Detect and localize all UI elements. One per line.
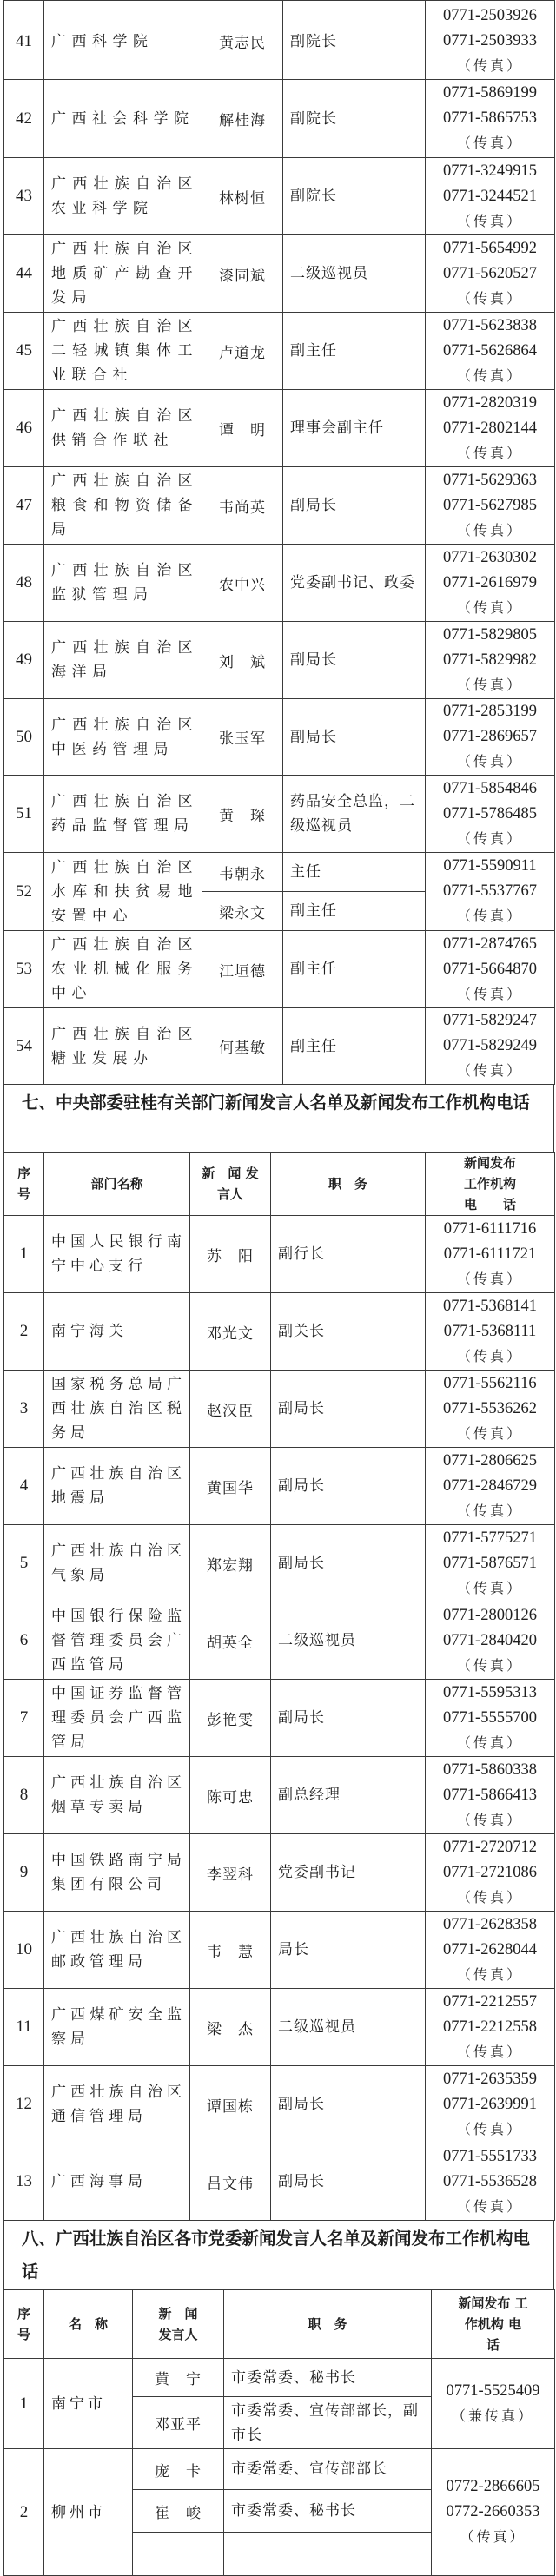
phone-cell [426,3,555,80]
department-name: 广西壮族自治区海洋局 [44,622,202,699]
spokesperson-title: 副院长 [283,3,426,80]
spokesperson-title: 副主任 [283,313,426,390]
phone-number: 0771-5866413 [443,1786,537,1804]
spokesperson-title: 副局长 [271,1680,426,1757]
spokesperson-name: 韦尚英 [202,467,283,545]
phone-number: 0771-2212557 [443,1992,537,2011]
spokesperson-title: 副院长 [283,80,426,158]
spokesperson-title: 副关长 [271,1293,426,1371]
department-name: 广西壮族自治区地震局 [44,1448,190,1525]
phone-cell [432,2359,555,2449]
department-name: 广西壮族自治区通信管理局 [44,2066,190,2143]
table-row [4,390,555,467]
phone-number: 0771-5536262 [443,1399,537,1417]
phone-number: 0771-2630302 [443,548,537,566]
fax-note: （传真） [456,677,523,693]
phone-cell [426,1757,555,1834]
fax-note: （传真） [456,1890,523,1906]
fax-note: （传真） [456,987,523,1002]
fax-note: （传真） [456,1271,523,1287]
phone-number: 0771-2639991 [443,2095,537,2113]
fax-note: （传真） [456,1967,523,1983]
row-number: 2 [4,1293,44,1371]
phone-number: 0771-2721086 [443,1863,537,1881]
header-phone: 新闻发布 工作机构 电 话 [432,2290,555,2359]
phone-number: 0771-3244521 [443,187,537,205]
row-number: 47 [4,467,44,545]
spokesperson-name: 黄 宁 [133,2359,224,2397]
spokesperson-title: 二级巡视员 [271,1602,426,1680]
fax-note: （传真） [456,1426,523,1442]
table-row [4,1834,555,1912]
department-name: 广西壮族自治区粮食和物资储备局 [44,467,202,545]
department-name: 南宁海关 [44,1293,190,1371]
fax-note: （传真） [456,1735,523,1751]
row-number: 9 [4,1834,44,1912]
spokesperson-title: 副主任 [283,1008,426,1085]
phone-number: 0771-5551733 [443,2147,537,2165]
phone-cell [426,931,555,1008]
department-name: 广西煤矿安全监察局 [44,1989,190,2066]
header-spokesperson: 新 闻 发言人 [133,2290,224,2359]
spokesperson-name: 黄国华 [190,1448,271,1525]
document-page [3,0,554,2576]
table-row [4,3,555,80]
spokesperson-title: 副局长 [283,699,426,776]
department-name: 广西壮族自治区药品监督管理局 [44,776,202,853]
phone-number: 0771-2635359 [443,2070,537,2088]
row-number: 44 [4,235,44,313]
phone-number: 0771-5664870 [443,960,537,978]
spokesperson-title: 副总经理 [271,1757,426,1834]
phone-number: 0771-5626864 [443,341,537,360]
header-spokesperson: 新 闻 发言人 [190,1153,271,1216]
phone-number: 0771-5537767 [443,882,537,900]
table-row [4,776,555,853]
fax-note: （传真） [456,1064,523,1079]
phone-number: 0771-5860338 [443,1760,537,1779]
spokesperson-title: 副主任 [283,892,426,931]
department-name: 柳州市 [44,2449,133,2576]
department-name: 广西科学院 [44,3,202,80]
spokesperson-title: 副局长 [271,1525,426,1602]
phone-cell [426,1912,555,1989]
department-name: 广西壮族自治区邮政管理局 [44,1912,190,1989]
phone-cell [426,622,555,699]
fax-note: （传真） [456,1503,523,1519]
phone-number: 0771-3249915 [443,162,537,180]
header-phone: 新闻发布 工作机构 电 话 [426,1153,555,1216]
fax-note: （传真） [456,909,523,924]
spokesperson-name: 吕文伟 [190,2143,271,2221]
phone-number: 0771-5854846 [443,779,537,797]
table-row [4,1989,555,2066]
spokesperson-title: 市委常委、秘书长 [224,2359,432,2397]
section7-title: 七、中央部委驻桂有关部门新闻发言人名单及新闻发布工作机构电话 [3,1085,554,1152]
table-row [4,467,555,545]
spokesperson-title: 副局长 [271,2143,426,2221]
spokesperson-title: 副局长 [283,622,426,699]
spokesperson-title: 二级巡视员 [271,1989,426,2066]
department-name: 广西壮族自治区二轻城镇集体工业联合社 [44,313,202,390]
header-no: 序号 [4,2290,44,2359]
phone-cell [426,1834,555,1912]
department-name: 中国人民银行南宁中心支行 [44,1216,190,1293]
table-row [4,1912,555,1989]
phone-cell [426,313,555,390]
phone-cell [426,467,555,545]
fax-note: （传真） [456,59,523,74]
table-row [4,1293,555,1371]
fax-note: （传真） [456,291,523,307]
fax-note: （传真） [456,2199,523,2215]
row-number: 49 [4,622,44,699]
spokesperson-name: 韦朝永 [202,853,283,892]
fax-note: （传真） [456,755,523,769]
table-row [4,2449,555,2490]
table-row [4,1371,555,1448]
header-title: 职 务 [224,2290,432,2359]
phone-number: 0771-5829982 [443,651,537,669]
phone-number: 0771-2846729 [443,1476,537,1495]
fax-note: （传真） [456,600,523,616]
department-name: 广西壮族自治区农业科学院 [44,158,202,235]
spokesperson-name: 刘 斌 [202,622,283,699]
department-name: 中国银行保险监督管理委员会广西监管局 [44,1602,190,1680]
phone-number: 0771-2503933 [443,32,537,50]
spokesperson-name: 江垣德 [202,931,283,1008]
phone-number: 0771-2853199 [443,703,537,720]
spokesperson-name: 梁 杰 [190,1989,271,2066]
phone-cell [426,699,555,776]
phone-cell [426,235,555,313]
spokesperson-title: 理事会副主任 [283,390,426,467]
phone-cell [426,1989,555,2066]
row-number: 46 [4,390,44,467]
phone-number: 0771-5629363 [443,471,537,489]
table-row [4,1602,555,1680]
phone-number: 0771-5876571 [443,1554,537,1572]
row-number: 54 [4,1008,44,1085]
row-number: 13 [4,2143,44,2221]
phone-number: 0771-5562116 [443,1374,537,1392]
fax-note: （兼传真） [451,2408,534,2424]
section8-title: 八、广西壮族自治区各市党委新闻发言人名单及新闻发布工作机构电话 [3,2221,554,2289]
phone-number: 0771-5525409 [446,2381,540,2400]
fax-note: （传真） [456,1658,523,1674]
spokesperson-title: 副行长 [271,1216,426,1293]
spokesperson-name: 苏 阳 [190,1216,271,1293]
fax-note: （传真） [456,2044,523,2060]
phone-number: 0771-5368111 [443,1322,537,1340]
fax-note: （传真） [456,2122,523,2137]
spokesperson-name: 黄 琛 [202,776,283,853]
spokesperson-name: 梁永文 [202,892,283,931]
spokesperson-name: 张玉军 [202,699,283,776]
department-name: 广西海事局 [44,2143,190,2221]
spokesperson-name: 庞 卡 [133,2449,224,2490]
phone-number: 0771-5829249 [443,1037,537,1054]
phone-cell [426,2143,555,2221]
table-row [4,1216,555,1293]
spokesperson-name: 彭艳雯 [190,1680,271,1757]
phone-number: 0771-5595313 [443,1683,537,1701]
header-dept: 部门名称 [44,1153,190,1216]
table-row [4,313,555,390]
phone-cell [426,158,555,235]
row-number: 48 [4,545,44,622]
phone-cell [426,853,555,931]
row-number: 11 [4,1989,44,2066]
fax-note: （传真） [460,2530,526,2545]
phone-number: 0771-5786485 [443,804,537,822]
table-row [4,699,555,776]
phone-number: 0771-5654992 [443,239,537,257]
header-no: 序号 [4,1153,44,1216]
spokesperson-title: 药品安全总监，二级巡视员 [283,776,426,853]
spokesperson-name: 黄志民 [202,3,283,80]
spokesperson-name: 谭国栋 [190,2066,271,2143]
table-row [4,931,555,1008]
phone-cell [426,1293,555,1371]
phone-cell [426,1371,555,1448]
spokesperson-name [133,2533,224,2576]
phone-number: 0771-2869657 [443,728,537,745]
phone-number: 0771-5829805 [443,625,537,644]
phone-cell [432,2449,555,2576]
table-row [4,2066,555,2143]
fax-note: （传真） [456,831,523,847]
phone-number: 0771-5536528 [443,2172,537,2190]
spokesperson-title: 局长 [271,1912,426,1989]
spokesperson-title: 副局长 [271,2066,426,2143]
spokesperson-title: 副局长 [283,467,426,545]
phone-cell [426,545,555,622]
table-row [4,2359,555,2397]
spokesperson-title: 党委副书记 [271,1834,426,1912]
spokesperson-name: 林树恒 [202,158,283,235]
spokesperson-name: 邓亚平 [133,2397,224,2449]
phone-cell [426,80,555,158]
phone-cell [426,776,555,853]
phone-number: 0771-5829247 [443,1012,537,1029]
fax-note: （传真） [456,1581,523,1596]
phone-number: 0771-5368141 [443,1297,537,1315]
row-number: 41 [4,3,44,80]
phone-number: 0771-5590911 [443,857,537,875]
phone-number: 0771-5555700 [443,1708,537,1727]
row-number: 12 [4,2066,44,2143]
phone-number: 0771-2820319 [443,393,537,412]
row-number: 42 [4,80,44,158]
phone-cell [426,1216,555,1293]
fax-note: （传真） [456,523,523,538]
phone-number: 0771-2503926 [443,7,537,24]
phone-number: 0772-2866605 [446,2478,540,2495]
phone-number: 0771-6111721 [443,1245,537,1263]
department-name: 广西壮族自治区中医药管理局 [44,699,202,776]
row-number: 43 [4,158,44,235]
phone-number: 0771-5865753 [443,109,537,127]
phone-cell [426,1448,555,1525]
row-number: 51 [4,776,44,853]
department-name: 广西壮族自治区监狱管理局 [44,545,202,622]
phone-number: 0771-5620527 [443,264,537,282]
table-row [4,1008,555,1085]
table-row [4,1757,555,1834]
row-number: 4 [4,1448,44,1525]
phone-number: 0771-5627985 [443,496,537,514]
phone-number: 0771-2806625 [443,1451,537,1470]
table-header-row [4,2290,555,2359]
table-row [4,1680,555,1757]
spokesperson-title [224,2533,432,2576]
spokesperson-title: 党委副书记、政委 [283,545,426,622]
phone-cell [426,1680,555,1757]
spokesperson-name: 李翌科 [190,1834,271,1912]
phone-cell [426,1008,555,1085]
table-row [4,2143,555,2221]
department-name: 广西壮族自治区烟草专卖局 [44,1757,190,1834]
table-row [4,80,555,158]
section8-table [3,2289,555,2576]
row-number: 5 [4,1525,44,1602]
row-number: 3 [4,1371,44,1448]
spokesperson-name: 韦 慧 [190,1912,271,1989]
phone-number: 0771-2212558 [443,2018,537,2036]
department-name: 广西壮族自治区气象局 [44,1525,190,1602]
section7-table [3,1152,555,2221]
phone-number: 0771-2840420 [443,1631,537,1649]
phone-number: 0771-2628358 [443,1915,537,1933]
spokesperson-name: 陈可忠 [190,1757,271,1834]
department-name: 广西壮族自治区供销合作联社 [44,390,202,467]
section6-table [3,0,555,1085]
table-row [4,853,555,892]
phone-number: 0772-2660353 [446,2503,540,2520]
phone-number: 0771-2720712 [443,1838,537,1856]
phone-cell [426,2066,555,2143]
department-name: 南宁市 [44,2359,133,2449]
spokesperson-name: 农中兴 [202,545,283,622]
table-row [4,545,555,622]
phone-number: 0771-5623838 [443,316,537,334]
row-number: 45 [4,313,44,390]
spokesperson-title: 市委常委、宣传部部长 [224,2449,432,2490]
table-row [4,1525,555,1602]
department-name: 国家税务总局广西壮族自治区税务局 [44,1371,190,1448]
spokesperson-name: 赵汉臣 [190,1371,271,1448]
spokesperson-title: 市委常委、宣传部部长，副市长 [224,2397,432,2449]
spokesperson-title: 市委常委、秘书长 [224,2490,432,2533]
row-number: 10 [4,1912,44,1989]
department-name: 广西壮族自治区水库和扶贫易地安置中心 [44,853,202,931]
table-header-row [4,1153,555,1216]
spokesperson-name: 胡英全 [190,1602,271,1680]
spokesperson-name: 卢道龙 [202,313,283,390]
table-row [4,622,555,699]
fax-note: （传真） [456,446,523,461]
spokesperson-name: 何基敏 [202,1008,283,1085]
fax-note: （传真） [456,136,523,151]
spokesperson-title: 副主任 [283,931,426,1008]
spokesperson-name: 谭 明 [202,390,283,467]
phone-number: 0771-6111716 [443,1219,537,1238]
table-row [4,235,555,313]
spokesperson-title: 二级巡视员 [283,235,426,313]
phone-number: 0771-2802144 [443,419,537,437]
spokesperson-name: 郑宏翔 [190,1525,271,1602]
fax-note: （传真） [456,214,523,229]
phone-number: 0771-5869199 [443,84,537,102]
table-row [4,1448,555,1525]
department-name: 广西壮族自治区糖业发展办 [44,1008,202,1085]
phone-cell [426,390,555,467]
row-number: 52 [4,853,44,931]
fax-note: （传真） [456,1813,523,1828]
row-number: 1 [4,2359,44,2449]
spokesperson-title: 副院长 [283,158,426,235]
row-number: 8 [4,1757,44,1834]
row-number: 53 [4,931,44,1008]
row-number: 2 [4,2449,44,2576]
row-number: 7 [4,1680,44,1757]
header-name: 名 称 [44,2290,133,2359]
department-name: 广西壮族自治区地质矿产勘查开发局 [44,235,202,313]
spokesperson-name: 崔 峻 [133,2490,224,2533]
phone-number: 0771-5775271 [443,1529,537,1547]
row-number: 1 [4,1216,44,1293]
header-title: 职 务 [271,1153,426,1216]
phone-cell [426,1525,555,1602]
row-number: 50 [4,699,44,776]
fax-note: （传真） [456,368,523,384]
phone-number: 0771-2616979 [443,573,537,591]
spokesperson-name: 邓光文 [190,1293,271,1371]
department-name: 广西壮族自治区农业机械化服务中心 [44,931,202,1008]
department-name: 广西社会科学院 [44,80,202,158]
phone-number: 0771-2800126 [443,1606,537,1624]
phone-cell [426,1602,555,1680]
phone-number: 0771-2628044 [443,1940,537,1958]
department-name: 中国铁路南宁局集团有限公司 [44,1834,190,1912]
phone-number: 0771-2874765 [443,935,537,953]
department-name: 中国证券监督管理委员会广西监管局 [44,1680,190,1757]
spokesperson-title: 副局长 [271,1371,426,1448]
spokesperson-title: 主任 [283,853,426,892]
table-row [4,158,555,235]
spokesperson-name: 漆同斌 [202,235,283,313]
spokesperson-title: 副局长 [271,1448,426,1525]
row-number: 6 [4,1602,44,1680]
fax-note: （传真） [456,1349,523,1364]
spokesperson-name: 解桂海 [202,80,283,158]
